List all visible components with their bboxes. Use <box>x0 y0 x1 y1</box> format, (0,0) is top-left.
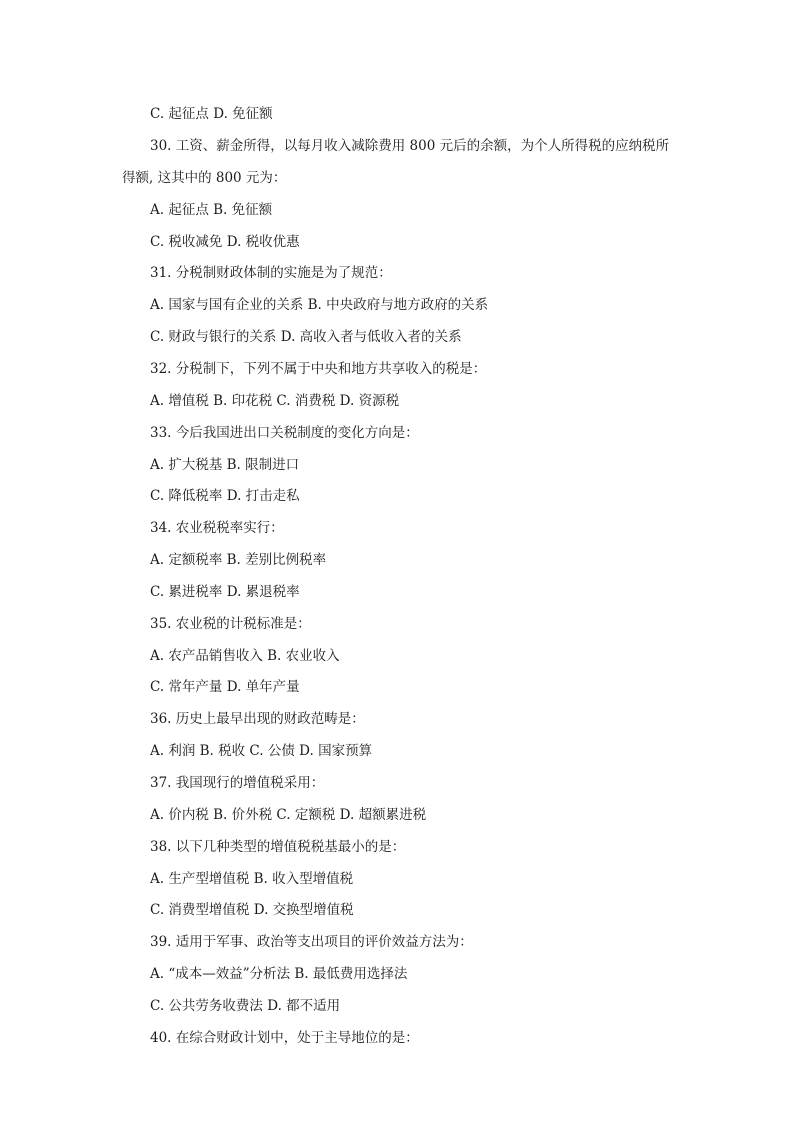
options-line: A. 农产品销售收入 B. 农业收入 <box>150 648 340 664</box>
question-30: 30. 工资、薪金所得，以每月收入减除费用 800 元后的余额，为个人所得税的应纳税所 <box>150 138 670 154</box>
text-line: C. 起征点 D. 免征额 <box>150 106 273 122</box>
options-line: A. 利润 B. 税收 C. 公债 D. 国家预算 <box>150 743 373 759</box>
options-line: C. 降低税率 D. 打击走私 <box>150 488 300 504</box>
options-line: C. 累进税率 D. 累退税率 <box>150 584 300 600</box>
question-30-continued: 得额, 这其中的 800 元为： <box>122 170 287 186</box>
options-line: A. “成本—效益”分析法 B. 最低费用选择法 <box>150 966 408 982</box>
options-line: C. 常年产量 D. 单年产量 <box>150 679 300 695</box>
options-line: A. 起征点 B. 免征额 <box>150 202 273 218</box>
question-40: 40. 在综合财政计划中，处于主导地位的是： <box>150 1030 419 1046</box>
question-32: 32. 分税制下，下列不属于中央和地方共享收入的税是： <box>150 361 487 377</box>
options-line: C. 税收减免 D. 税收优惠 <box>150 234 300 250</box>
options-line: A. 国家与国有企业的关系 B. 中央政府与地方政府的关系 <box>150 297 489 313</box>
options-line: A. 定额税率 B. 差别比例税率 <box>150 552 327 568</box>
question-34: 34. 农业税税率实行： <box>150 520 284 536</box>
options-line: C. 财政与银行的关系 D. 高收入者与低收入者的关系 <box>150 329 462 345</box>
question-38: 38. 以下几种类型的增值税税基最小的是： <box>150 839 406 855</box>
question-36: 36. 历史上最早出现的财政范畴是： <box>150 711 365 727</box>
options-line: A. 扩大税基 B. 限制进口 <box>150 457 300 473</box>
options-line: A. 价内税 B. 价外税 C. 定额税 D. 超额累进税 <box>150 807 427 823</box>
question-39: 39. 适用于军事、政治等支出项目的评价效益方法为： <box>150 934 473 950</box>
question-33: 33. 今后我国进出口关税制度的变化方向是： <box>150 425 419 441</box>
question-31: 31. 分税制财政体制的实施是为了规范： <box>150 265 392 281</box>
question-35: 35. 农业税的计税标准是： <box>150 616 311 632</box>
options-line: A. 增值税 B. 印花税 C. 消费税 D. 资源税 <box>150 393 400 409</box>
options-line: A. 生产型增值税 B. 收入型增值税 <box>150 871 354 887</box>
options-line: C. 消费型增值税 D. 交换型增值税 <box>150 902 354 918</box>
question-37: 37. 我国现行的增值税采用： <box>150 775 325 791</box>
options-line: C. 公共劳务收费法 D. 都不适用 <box>150 998 341 1014</box>
